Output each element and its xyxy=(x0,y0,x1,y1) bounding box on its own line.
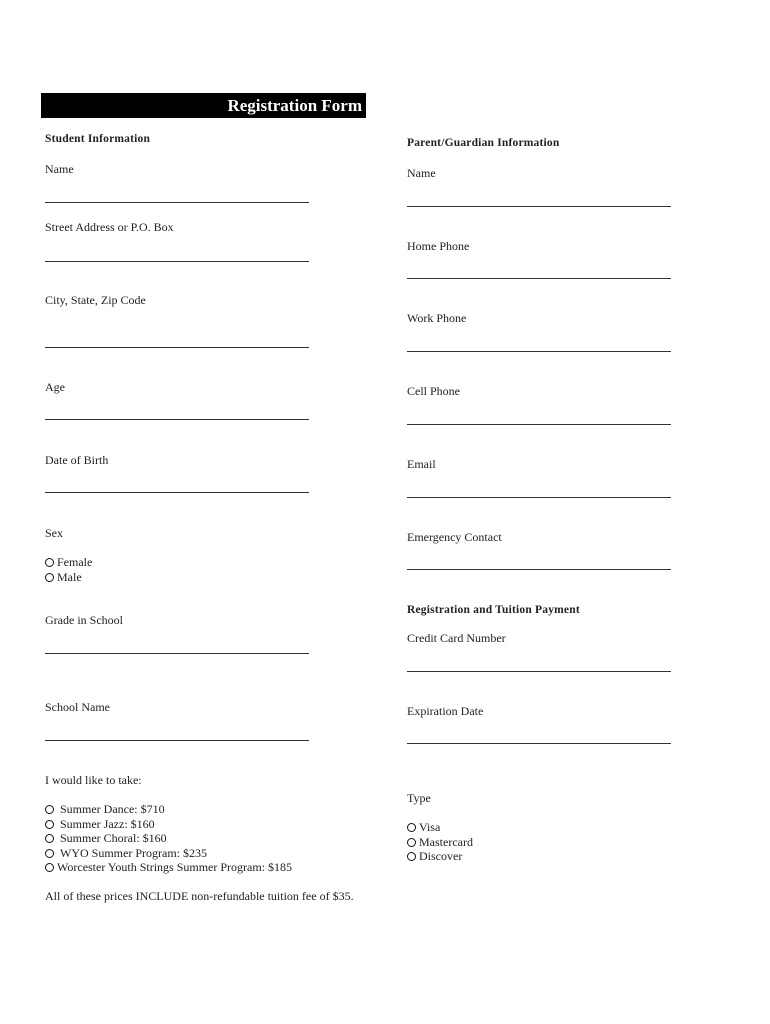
email-field[interactable] xyxy=(407,497,671,498)
grade-label: Grade in School xyxy=(45,613,123,627)
radio-icon[interactable] xyxy=(45,558,54,567)
student-heading: Student Information xyxy=(45,133,151,145)
type-option-mastercard[interactable]: Mastercard xyxy=(407,835,473,850)
program-option-strings[interactable]: Worcester Youth Strings Summer Program: $185 xyxy=(45,860,292,875)
grade-field[interactable] xyxy=(45,653,309,654)
radio-icon[interactable] xyxy=(45,805,54,814)
dob-label: Date of Birth xyxy=(45,453,109,467)
street-field[interactable] xyxy=(45,261,309,262)
emergency-label: Emergency Contact xyxy=(407,530,502,544)
expiration-field[interactable] xyxy=(407,743,671,744)
type-label: Type xyxy=(407,791,431,805)
city-field[interactable] xyxy=(45,347,309,348)
parent-name-field[interactable] xyxy=(407,206,671,207)
card-number-field[interactable] xyxy=(407,671,671,672)
program-option-dance[interactable]: Summer Dance: $710 xyxy=(45,802,165,817)
program-option-wyo[interactable]: WYO Summer Program: $235 xyxy=(45,846,207,861)
work-phone-label: Work Phone xyxy=(407,311,467,325)
sex-option-female[interactable]: Female xyxy=(45,555,92,570)
parent-heading: Parent/Guardian Information xyxy=(407,137,560,149)
school-field[interactable] xyxy=(45,740,309,741)
parent-name-label: Name xyxy=(407,166,436,180)
dob-field[interactable] xyxy=(45,492,309,493)
sex-label: Sex xyxy=(45,526,63,540)
take-label: I would like to take: xyxy=(45,773,142,787)
cell-phone-label: Cell Phone xyxy=(407,384,460,398)
home-phone-field[interactable] xyxy=(407,278,671,279)
radio-icon[interactable] xyxy=(45,863,54,872)
radio-icon[interactable] xyxy=(45,820,54,829)
radio-icon[interactable] xyxy=(407,852,416,861)
form-title: Registration Form xyxy=(227,95,362,115)
street-label: Street Address or P.O. Box xyxy=(45,220,174,234)
city-label: City, State, Zip Code xyxy=(45,293,146,307)
radio-icon[interactable] xyxy=(407,838,416,847)
sex-option-male[interactable]: Male xyxy=(45,570,82,585)
emergency-field[interactable] xyxy=(407,569,671,570)
type-option-discover[interactable]: Discover xyxy=(407,849,462,864)
work-phone-field[interactable] xyxy=(407,351,671,352)
price-note: All of these prices INCLUDE non-refundable tuition fee of $35. xyxy=(45,889,354,903)
payment-heading: Registration and Tuition Payment xyxy=(407,604,580,616)
expiration-label: Expiration Date xyxy=(407,704,484,718)
email-label: Email xyxy=(407,457,436,471)
cell-phone-field[interactable] xyxy=(407,424,671,425)
home-phone-label: Home Phone xyxy=(407,239,470,253)
form-title-bar xyxy=(41,93,366,118)
student-name-label: Name xyxy=(45,162,74,176)
radio-icon[interactable] xyxy=(45,849,54,858)
age-field[interactable] xyxy=(45,419,309,420)
radio-icon[interactable] xyxy=(45,834,54,843)
age-label: Age xyxy=(45,380,65,394)
school-label: School Name xyxy=(45,700,110,714)
radio-icon[interactable] xyxy=(407,823,416,832)
type-option-visa[interactable]: Visa xyxy=(407,820,440,835)
student-name-field[interactable] xyxy=(45,202,309,203)
radio-icon[interactable] xyxy=(45,573,54,582)
card-number-label: Credit Card Number xyxy=(407,631,506,645)
program-option-jazz[interactable]: Summer Jazz: $160 xyxy=(45,817,155,832)
program-option-choral[interactable]: Summer Choral: $160 xyxy=(45,831,167,846)
